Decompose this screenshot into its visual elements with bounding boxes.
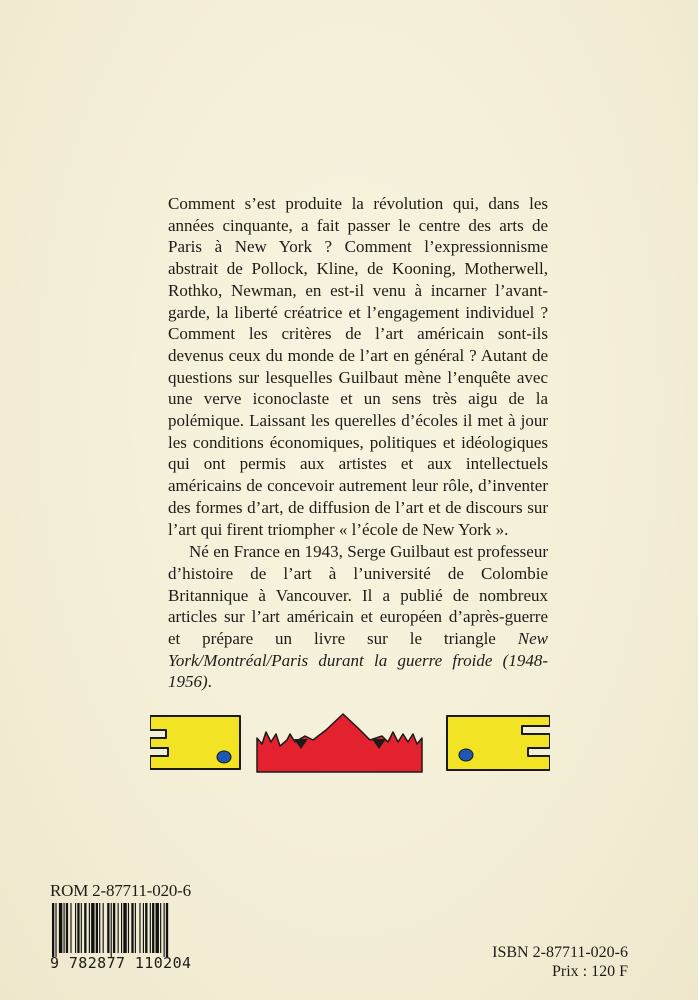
price-label: Prix : 120 F [551,963,628,980]
isbn-price-block [492,943,628,981]
forthcoming-book-title: New York/Montréal/Paris durant la guerre froide (1948-1956) [168,629,548,692]
abstract-faces-ornament-icon [150,712,550,774]
right-yellow-face-icon [447,716,550,770]
left-yellow-face-icon [150,716,240,769]
rom-label: ROM 2-87711-020-6 [50,881,191,900]
isbn-label: ISBN 2-87711-020-6 [492,944,628,961]
center-red-crown-icon [257,714,422,772]
blurb-paragraph-2: Né en France en 1943, Serge Guilbaut est professeur d’histoire de l’art à l’université de Colombie Britannique à Vancouver. Il a publié de nombreux articles sur l’art américain et européen d’après-guerre et prépare un livre sur le triangle New York/Montréal/Paris durant la guerre froide (1948-1956). [168,542,548,692]
blurb-paragraph-1: Comment s’est produite la révolution qui, dans les années cinquante, a fait passer le centre des arts de Paris à New York ? Comment l’expressionnisme abstrait de Pollock, Kline, de Kooning, Motherwell, Rothko, Newman, en est-il venu à incarner l’avant-garde, la liberté créatrice et l’engagement individuel ? Comment les critères de l’art américain sont-ils devenus ceux du monde de l’art en général ? Autant de questions sur lesquelles Guilbaut mène l’enquête avec une verve iconoclaste et un sens très aigu de la polémique. Laissant les querelles d’écoles il met à jour les conditions économiques, politiques et idéologiques qui ont permis aux artistes et aux intellectuels américains de concevoir autrement leur rôle, d’inventer des formes d’art, de diffusion de l’art et de discours sur l’art qui firent triompher « l’école de New York ». [168,194,548,539]
blurb-text [168,193,548,693]
author-bio: Né en France en 1943, Serge Guilbaut est professeur d’histoire de l’art à l’université de Colombie Britannique à Vancouver. Il a publié de nombreux articles sur l’art américain et européen d’après-guerre et prépare un livre sur le triangle [168,542,548,649]
barcode-icon [50,903,208,957]
barcode-digits: 9 782877 110204 [50,954,192,972]
barcode-block [50,882,210,971]
